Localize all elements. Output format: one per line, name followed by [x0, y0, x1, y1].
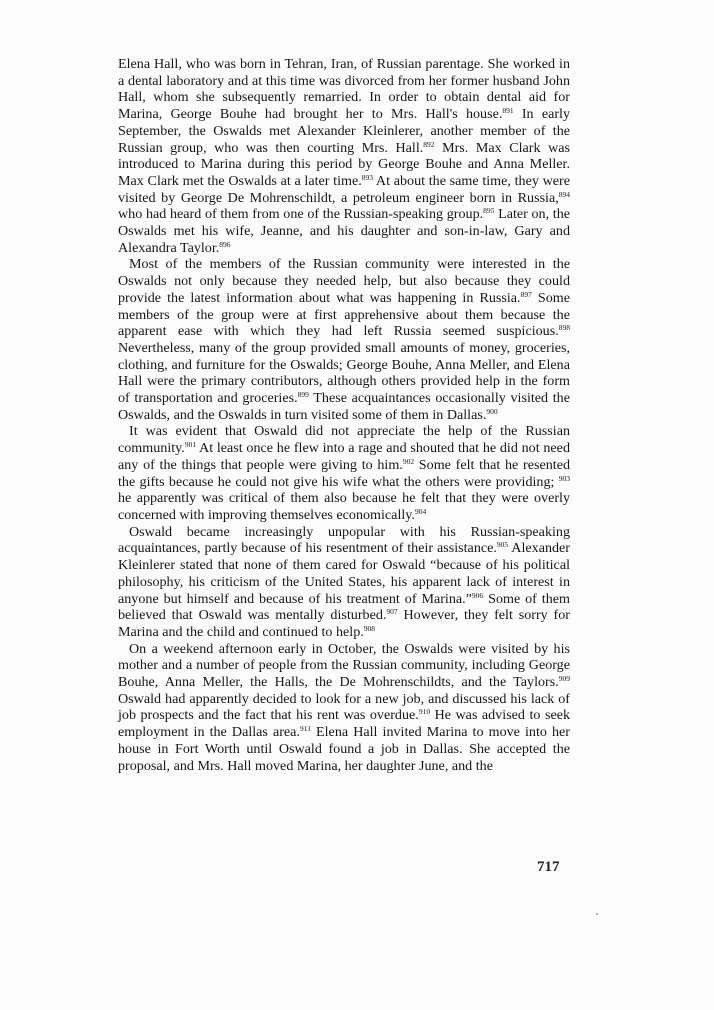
paragraph	[118, 641, 570, 775]
footnote-marker: 903	[558, 473, 570, 483]
footnote-marker: 901	[184, 440, 197, 450]
paragraph-text: These acquaintances occasionally visited the Oswalds, and the Oswalds in turn visited some of them in Dallas.	[118, 390, 570, 423]
paragraph-text: Most of the members of the Russian community were interested in the Oswalds not only because they needed help, but also because they could provide the latest information about what was happening in Russia.	[118, 256, 570, 306]
paragraph	[118, 423, 570, 523]
paragraph-text: Some felt that he resented the gifts because he could not give his wife what the others were providing;	[118, 456, 570, 490]
paragraph-text: Nevertheless, many of the group provided small amounts of money, groceries, clothing, and furniture for the Oswalds; George Bouhe, Anna Meller, and Elena Hall were the primary contributors, although others provided help in the form of transportation and groceries.	[118, 339, 570, 407]
paragraph-text: Mrs. Max Clark was introduced to Marina during this period by George Bouhe and Anna Meller. Max Clark met the Oswalds at a later time.	[118, 139, 570, 189]
footnote-marker: 891	[502, 106, 514, 116]
paragraph	[118, 524, 570, 641]
footnote-marker: 907	[386, 607, 398, 617]
paragraph-text: Some members of the group were at first apprehensive about them because the apparent ease with which they had left Russia seemed suspicious.	[118, 289, 570, 340]
paragraph-text: Later on, the Oswalds met his wife, Jeanne, and his daughter and son-in-law, Gary and Alexandra Taylor.	[118, 206, 571, 256]
footnote-marker: 898	[558, 323, 570, 333]
footnote-marker: 906	[471, 590, 484, 600]
body-text	[118, 56, 570, 774]
page-number: 717	[537, 859, 560, 875]
paragraph-text: Oswald had apparently decided to look for a new job, and discussed his lack of job prospects and the fact that his rent was overdue.	[118, 690, 570, 724]
paragraph-text: Elena Hall invited Marina to move into her house in Fort Worth until Oswald found a job in Dallas. She accepted the proposal, and Mrs. Hall moved Marina, her daughter June, and the	[118, 724, 571, 774]
paragraph-text: Elena Hall, who was born in Tehran, Iran, of Russian parentage. She worked in a dental laboratory and at this time was divorced from her former husband John Hall, whom she subsequently remarried. In order to obtain dental aid for Marina, George Bouhe had brought her to Mrs. Hall's house.	[118, 56, 570, 123]
footnote-marker: 893	[361, 172, 373, 182]
footnote-marker: 897	[520, 289, 532, 299]
paragraph-text: On a weekend afternoon early in October, the Oswalds were visited by his mother and a number of people from the Russian community, including George Bouhe, Anna Meller, the Halls, the De Mohrenschildts, and the Taylors.	[118, 640, 570, 691]
paragraph-text: At about the same time, they were visited by George De Mohrenschildt, a petroleum engineer born in Russia,	[118, 172, 570, 206]
paragraph	[118, 256, 570, 423]
paragraph-text: who had heard of them from one of the Russian-speaking group.	[118, 206, 484, 223]
footnote-marker: 902	[402, 456, 415, 466]
footnote-marker: 910	[418, 707, 431, 717]
footnote-marker: 909	[558, 674, 570, 684]
paragraph-text: In early September, the Oswalds met Alexander Kleinlerer, another member of the Russian group, who was then courting Mrs. Hall.	[118, 106, 570, 156]
footnote-marker: 908	[363, 623, 376, 633]
footnote-marker: 895	[483, 206, 495, 216]
paragraph-text: he apparently was critical of them also because he felt that they were overly concerned with improving themselves economically.	[118, 490, 570, 523]
footnote-marker: 894	[558, 189, 570, 199]
paragraph-text: He was advised to seek employment in the Dallas area.	[118, 707, 570, 741]
paragraph-text: Alexander Kleinlerer stated that none of them cared for Oswald “because of his political philosophy, his criticism of the United States, his apparent lack of interest in anyone but himself and because of his treatment of Marina.”	[118, 540, 570, 607]
paragraph-text: Some of them believed that Oswald was mentally disturbed.	[118, 590, 570, 624]
footnote-marker: 911	[299, 724, 311, 734]
paragraph	[118, 56, 570, 256]
footnote-marker: 904	[414, 506, 427, 516]
footnote-marker: 900	[486, 406, 498, 416]
footnote-marker: 905	[496, 540, 509, 550]
scan-speck	[596, 913, 598, 915]
footnote-marker: 892	[423, 139, 435, 149]
paragraph-text: It was evident that Oswald did not appreciate the help of the Russian community.	[118, 423, 570, 457]
footnote-marker: 896	[219, 239, 231, 249]
footnote-marker: 899	[297, 390, 309, 400]
paragraph-text: Oswald became increasingly unpopular with his Russian-speaking acquaintances, partly because of his resentment of their assistance.	[118, 523, 570, 557]
paragraph-text: However, they felt sorry for Marina and the child and continued to help.	[118, 607, 570, 640]
paragraph-text: At least once he flew into a rage and shouted that he did not need any of the things that people were giving to him.	[118, 440, 570, 473]
